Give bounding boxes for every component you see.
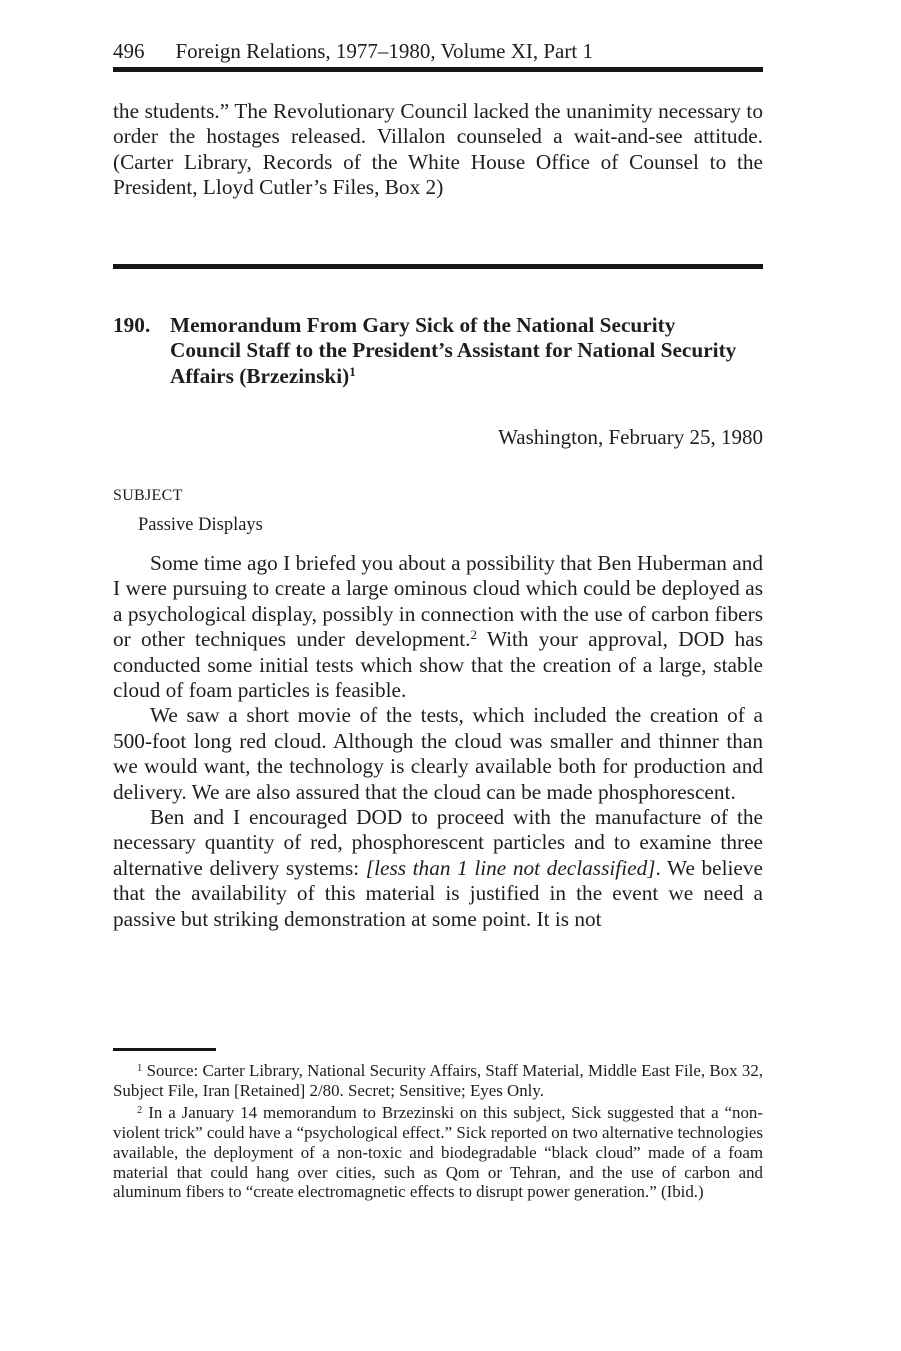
para1-text-b: With your approval, DOD has conducted some initial tests which show that the creation of a large, stable cloud of foam particles is feasible. xyxy=(113,627,763,703)
subject-label: SUBJECT xyxy=(113,487,183,504)
document-title: Memorandum From Gary Sick of the National Security Council Staff to the President’s Assistant for National Security Affairs (Brzezinski)1 xyxy=(170,313,737,388)
continuation-text: the students.” The Revolutionary Council lacked the unanimity necessary to order the hostages released. Villalon counseled a wait-and-see attitude. (Carter Library, Records of the White House Office of Counsel to the President, Lloyd Cutler’s Files, Box 2) xyxy=(113,99,763,200)
body-paragraph-2 xyxy=(113,703,763,805)
para1-text-a: Some time ago I briefed you about a possibility that Ben Huberman and I were pursuing to create a large ominous cloud which could be deployed as a psychological display, possibly in connection with the use of carbon fibers or other techniques under development. xyxy=(113,551,763,652)
para2-text: We saw a short movie of the tests, which included the creation of a 500-foot long red cloud. Although the cloud was smaller and thinner than we would want, the technology is clearly available both for production and delivery. We are also assured that the cloud can be made phosphorescent. xyxy=(113,703,763,804)
running-head xyxy=(113,39,763,63)
body-paragraph-1: Some time ago I briefed you about a possibility that Ben Huberman and I were pursuing to create a large ominous cloud which could be deployed as a psychological display, possibly in connection with the use of carbon fibers or other techniques under development.2 With your approval, DOD has conducted some initial tests which show that the creation of a large, stable cloud of foam particles is feasible. xyxy=(113,551,763,703)
footnote-1: 1 Source: Carter Library, National Security Affairs, Staff Material, Middle East File, Box 32, Subject File, Iran [Retained] 2/80. Secret; Sensitive; Eyes Only. xyxy=(113,1061,763,1100)
header-rule xyxy=(113,67,763,72)
document-title-text: Memorandum From Gary Sick of the National Security Council Staff to the President’s Assistant for National Security Affairs (Brzezinski) xyxy=(170,313,737,388)
body-paragraph-3 xyxy=(113,805,763,932)
footnote-separator-rule xyxy=(113,1048,216,1051)
page-number: 496 xyxy=(113,39,145,63)
footnotes xyxy=(113,1061,763,1202)
dateline xyxy=(113,425,763,450)
running-title: Foreign Relations, 1977–1980, Volume XI, Part 1 xyxy=(175,39,593,63)
document-divider-rule xyxy=(113,264,763,269)
footnote-2-text: In a January 14 memorandum to Brzezinski on this subject, Sick suggested that a “non-violent trick” could have a “psychological effect.” Sick reported on two alternative technologies available, the deployment of a non-toxic and biodegradable “black cloud” made of a foam material that could hang over cities, such as Qom or Tehran, and the use of carbon and aluminum fibers to “create electromagnetic effects to disrupt power generation.” (Ibid.) xyxy=(113,1103,763,1202)
footnote-2: 2 In a January 14 memorandum to Brzezinski on this subject, Sick suggested that a “non-violent trick” could have a “psychological effect.” Sick reported on two alternative technologies available, the deployment of a non-toxic and biodegradable “black cloud” made of a foam material that could hang over cities, such as Qom or Tehran, and the use of carbon and aluminum fibers to “create electromagnetic effects to disrupt power generation.” (Ibid.) xyxy=(113,1103,763,1202)
continuation-paragraph xyxy=(113,99,763,201)
subject-value: Passive Displays xyxy=(138,515,263,535)
document-number: 190. xyxy=(113,313,151,337)
para3-redaction-note: [less than 1 line not declassified] xyxy=(365,855,656,880)
para3-text-a: Ben and I encouraged DOD to proceed with the manufacture of the necessary quantity of red, phosphorescent particles and to examine three alternative delivery systems: xyxy=(113,805,763,880)
document-body xyxy=(113,551,763,932)
footnote-1-text: Source: Carter Library, National Security Affairs, Staff Material, Middle East File, Box 32, Subject File, Iran [Retained] 2/80. Secret; Sensitive; Eyes Only. xyxy=(113,1061,763,1100)
para3-text-b: . We believe that the availability of this material is justified in the event we need a passive but striking demonstration at some point. It is not xyxy=(113,855,763,931)
document-heading xyxy=(113,313,763,389)
dateline-text: Washington, February 25, 1980 xyxy=(498,425,763,449)
